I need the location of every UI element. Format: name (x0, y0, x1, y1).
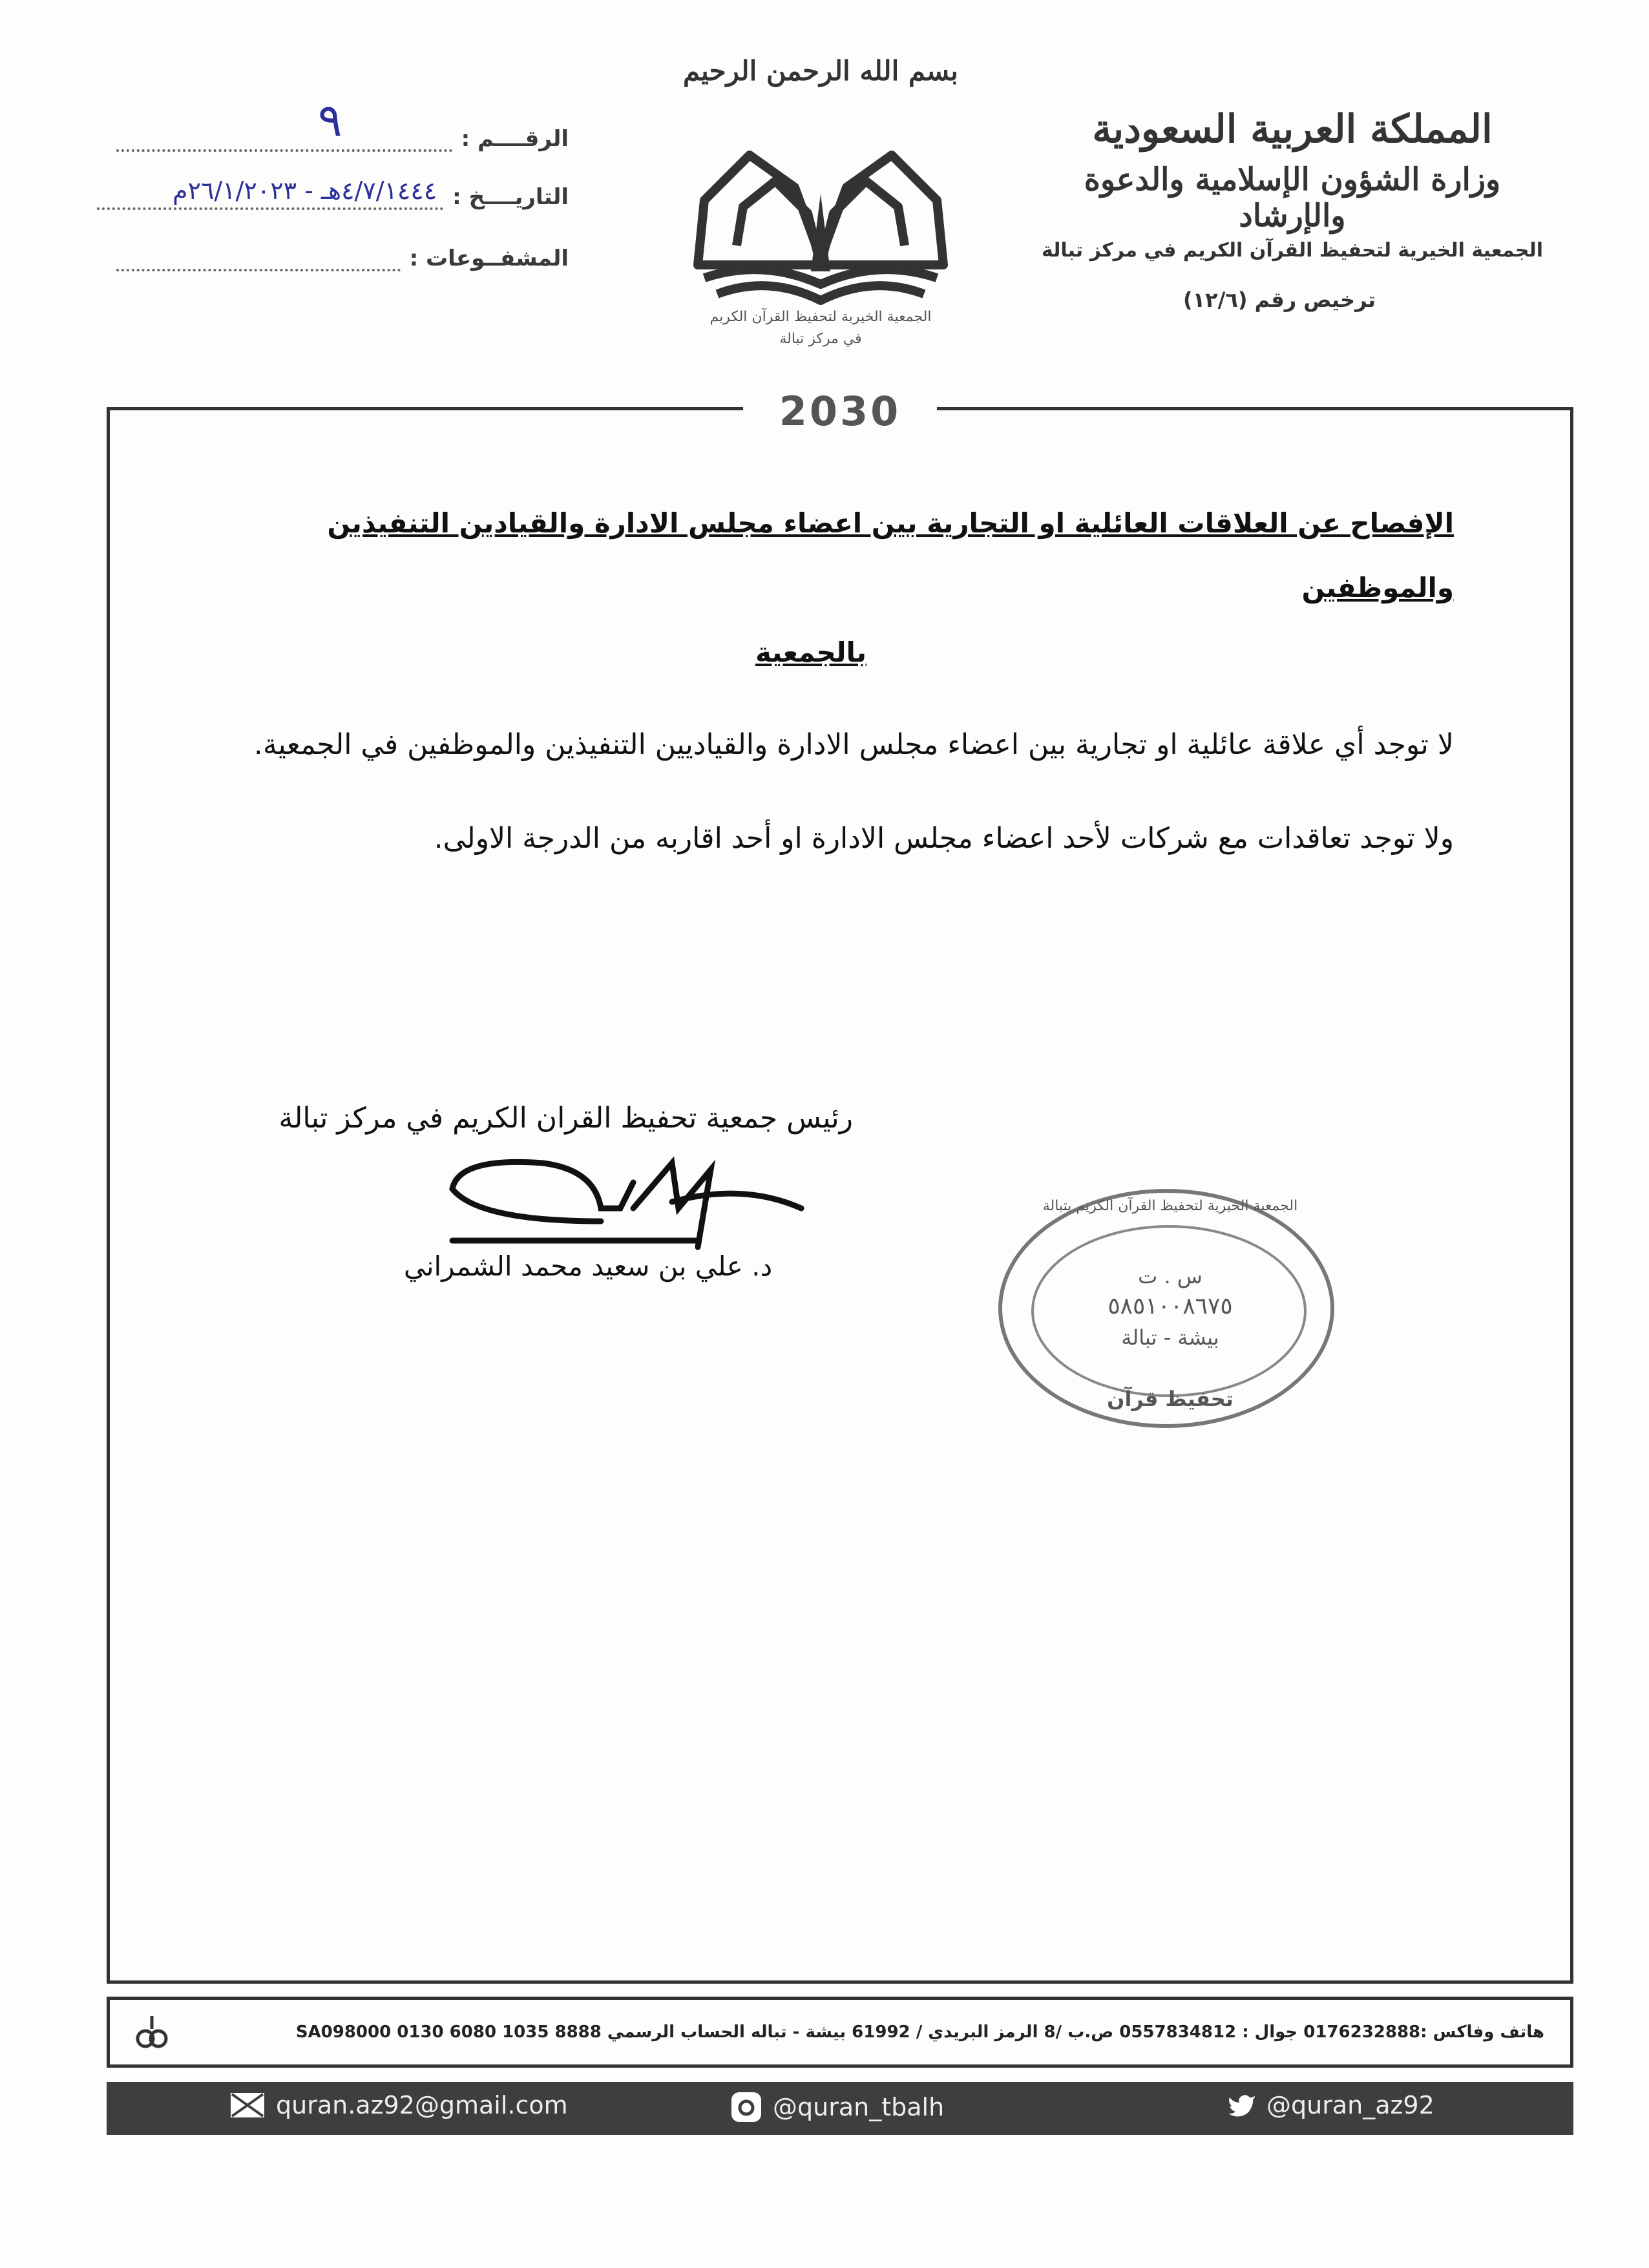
date-label: التاريــــخ : (452, 184, 569, 210)
logo-caption-2: في مركز تبالة (779, 331, 862, 347)
email-link[interactable] (229, 2091, 568, 2119)
mail-icon (229, 2092, 266, 2119)
contact-bar (107, 1997, 1573, 2068)
instagram-icon (730, 2091, 762, 2123)
kingdom-name: المملكة العربية السعودية (1092, 107, 1493, 152)
document-title-line2: بالجمعية (755, 636, 867, 668)
association-mark-icon (136, 2013, 168, 2052)
twitter-icon (1228, 2093, 1256, 2117)
stamp-cr-number: ٥٨٥١٠٠٨٦٧٥ (1108, 1293, 1233, 1319)
official-stamp (998, 1189, 1334, 1428)
instagram-handle: @quran_tbalh (773, 2093, 945, 2121)
stamp-cr-label: س . ت (1138, 1264, 1203, 1288)
signatory-name: د. علي بن سعيد محمد الشمراني (403, 1250, 773, 1282)
stamp-location: بيشة - تبالة (1121, 1325, 1219, 1350)
email-text: quran.az92@gmail.com (276, 2091, 568, 2119)
date-value: ٤/٧/١٤٤٤هـ - ٢٦/١/٢٠٢٣م (173, 176, 437, 205)
handwritten-signature (439, 1144, 814, 1254)
stamp-bottom-text: تحفيظ قرآن (1107, 1387, 1234, 1411)
date-field (97, 176, 569, 210)
instagram-link[interactable] (730, 2091, 944, 2123)
contact-details: هاتف وفاكس :0176232888 جوال : 0557834812 ص.ب /8 الرمز البريدي / 61992 بيشة - تباله الحساب الرسمي SA098000 0130 6080 1035 8888 (295, 2022, 1544, 2042)
paragraph-no-contracts: ولا توجد تعاقدات مع شركات لأحد اعضاء مجلس الادارة او أحد اقاربه من الدرجة الاولى. (434, 822, 1454, 855)
social-band (107, 2082, 1573, 2135)
signatory-role: رئيس جمعية تحفيظ القران الكريم في مركز تبالة (278, 1102, 853, 1135)
paragraph-no-relations: لا توجد أي علاقة عائلية او تجارية بين اعضاء مجلس الادارة والقياديين التنفيذين والموظفين في الجمعية. (253, 728, 1454, 761)
twitter-link[interactable] (1228, 2091, 1434, 2119)
ministry-name: وزارة الشؤون الإسلامية والدعوة والإرشاد (1084, 162, 1501, 234)
license-number: ترخيص رقم (١٢/٦) (1183, 288, 1376, 312)
document-title: الإفصاح عن العلاقات العائلية او التجارية بين اعضاء مجلس الادارة والقيادين التنفيذين والموظفين (327, 507, 1454, 604)
reference-number-label: الرقــــم : (461, 126, 569, 152)
attachments-label: المشفــوعات : (409, 246, 569, 271)
vision-2030-logo: 2030 (743, 388, 937, 433)
association-logo (678, 116, 963, 310)
reference-number-value: ٩ (317, 94, 342, 147)
document-body (168, 491, 1454, 872)
stamp-ring-text: الجمعية الخيرية لتحفيظ القرآن الكريم بتبالة (1042, 1198, 1298, 1214)
basmala: بسم الله الرحمن الرحيم (683, 55, 958, 87)
attachments-field (116, 246, 569, 271)
logo-caption: الجمعية الخيرية لتحفيظ القرآن الكريم (709, 309, 932, 325)
twitter-handle: @quran_az92 (1266, 2091, 1434, 2119)
reference-number-field (116, 94, 569, 152)
association-name: الجمعية الخيرية لتحفيظ القرآن الكريم في مركز تبالة (1041, 239, 1544, 262)
